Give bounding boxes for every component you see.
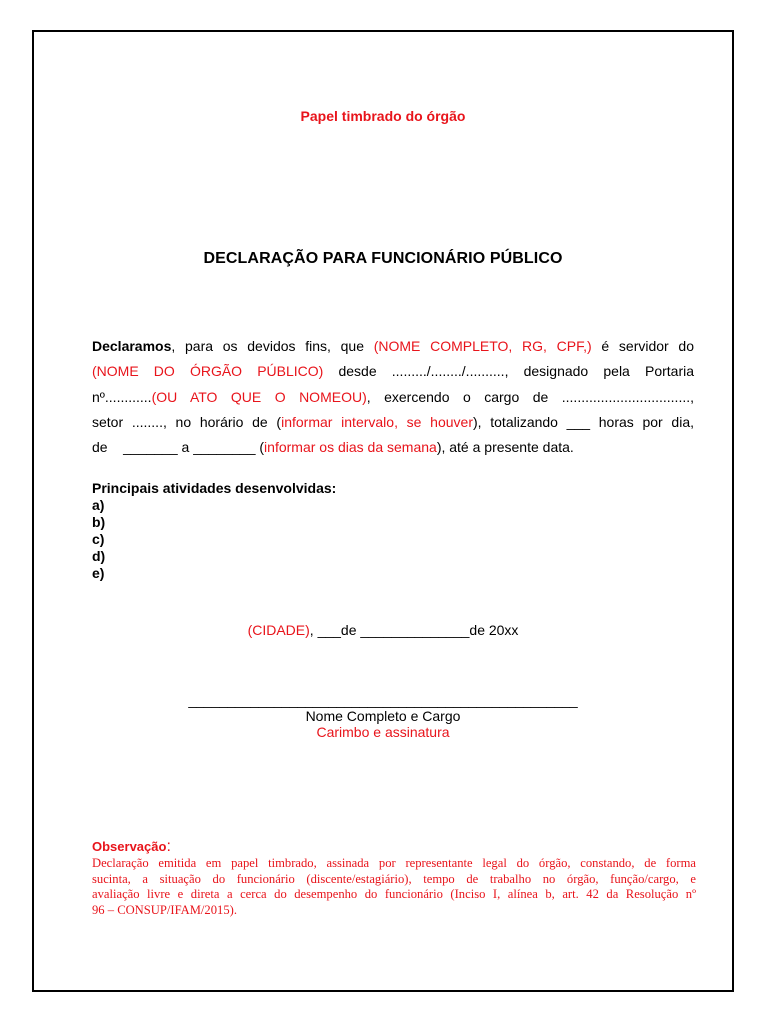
activity-item: c) (92, 531, 105, 547)
signature-block (34, 692, 732, 740)
declaration-body (92, 334, 694, 460)
observation-text (92, 856, 696, 918)
observation-section: Observação: Declaração emitida em papel timbrado, assinada por representante legal do órgão, constando, de forma sucinta, a situação do funcionário (discente/estagiário), tempo de trabalho no órgão, função/cargo, e avaliação livre e direta a cerca do desempenho do funcionário (Inciso I, alínea b, art. 42 da Resolução nº 96 – CONSUP/IFAM/2015). (92, 838, 696, 917)
declaramos-word: Declaramos (92, 338, 172, 354)
placeholder-orgao: (NOME DO ÓRGÃO PÚBLICO) (92, 363, 324, 380)
observation-line: Declaração emitida em papel timbrado, assinada por representante legal do órgão, constando, de forma (92, 856, 696, 870)
body-line-5: de _______ a ________ (informar os dias da semana), até a presente data. (92, 439, 574, 456)
observation-line: avaliação livre e direta a cerca do desempenho do funcionário (Inciso I, alínea b, art. 42 da Resolução nº (92, 887, 696, 901)
placeholder-intervalo: informar intervalo, se houver (281, 413, 473, 430)
activities-heading: Principais atividades desenvolvidas: (92, 480, 337, 496)
letterhead-placeholder: Papel timbrado do órgão (300, 108, 466, 124)
signatory-name-role: Nome Completo e Cargo (305, 708, 461, 724)
activity-item: d) (92, 548, 106, 564)
activity-item: e) (92, 565, 105, 581)
body-line-4: setor ........, no horário de (informar intervalo, se houver), totalizando ___ horas por dia, (92, 413, 695, 430)
placeholder-ato: (OU ATO QUE O NOMEOU) (151, 388, 367, 405)
body-line-1: Declaramos, para os devidos fins, que (NOME COMPLETO, RG, CPF,) é servidor do (92, 338, 694, 354)
body-line-3: nº............(OU ATO QUE O NOMEOU), exercendo o cargo de ................................., (92, 388, 695, 405)
body-line-2: (NOME DO ÓRGÃO PÚBLICO) desde ........./......../.........., designado pela Portaria (92, 363, 694, 380)
document-title: DECLARAÇÃO PARA FUNCIONÁRIO PÚBLICO (203, 250, 563, 267)
placeholder-name-rg-cpf: (NOME COMPLETO, RG, CPF,) (373, 338, 592, 354)
placeholder-city: (CIDADE) (247, 622, 310, 638)
observation-label: Observação (92, 839, 167, 854)
date-fill: , ___de ______________de 20xx (309, 622, 519, 638)
activity-item: b) (92, 514, 106, 530)
date-line (34, 622, 732, 638)
signature-line: __________________________________________________ (188, 692, 578, 708)
observation-line: sucinta, a situação do funcionário (discente/estagiário), tempo de trabalho no órgão, função/cargo, e (92, 871, 696, 886)
activities-section (92, 480, 336, 582)
activity-item: a) (92, 497, 105, 513)
placeholder-dias: informar os dias da semana (264, 439, 437, 456)
stamp-and-signature: Carimbo e assinatura (316, 724, 450, 740)
observation-line: 96 – CONSUP/IFAM/2015). (92, 902, 237, 917)
document-page (32, 30, 734, 992)
